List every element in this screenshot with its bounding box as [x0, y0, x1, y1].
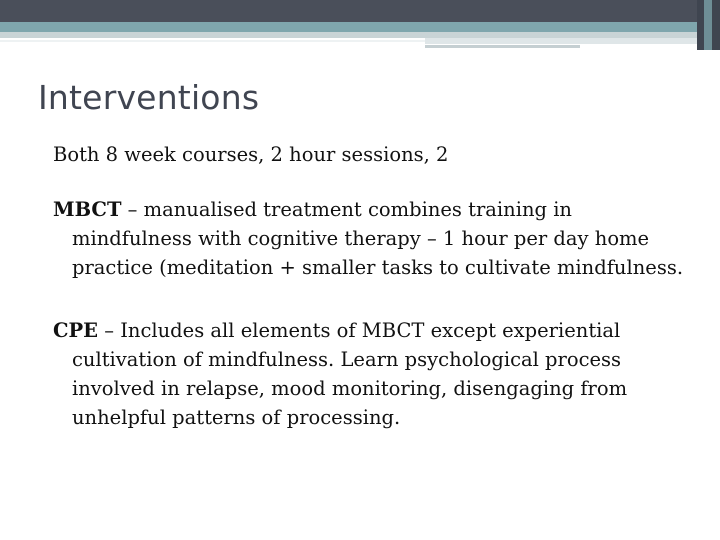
header-bar-thin	[0, 40, 425, 42]
header-bar-teal	[0, 22, 720, 32]
cpe-paragraph	[53, 316, 693, 432]
cpe-description: – Includes all elements of MBCT except experiential cultivation of mindfulness. Learn psychological process involved in relapse, mood monitoring, disengaging from unhelpful patterns of processing.	[72, 319, 628, 429]
slide-body	[53, 140, 693, 432]
slide-title: Interventions	[38, 78, 260, 117]
intro-text: Both 8 week courses, 2 hour sessions, 2	[53, 143, 449, 166]
header-bar-dark	[0, 0, 720, 22]
header-bar-accent	[425, 45, 580, 48]
mbct-paragraph	[53, 195, 693, 282]
mbct-term: MBCT	[53, 198, 122, 221]
header-bar-light-right	[425, 38, 720, 44]
cpe-term: CPE	[53, 319, 99, 342]
header-corner-stripe	[704, 0, 712, 50]
mbct-description: – manualised treatment combines training in mindfulness with cognitive therapy – 1 hour per day home practice (meditation + smaller tasks to cultivate mindfulness.	[72, 198, 684, 279]
